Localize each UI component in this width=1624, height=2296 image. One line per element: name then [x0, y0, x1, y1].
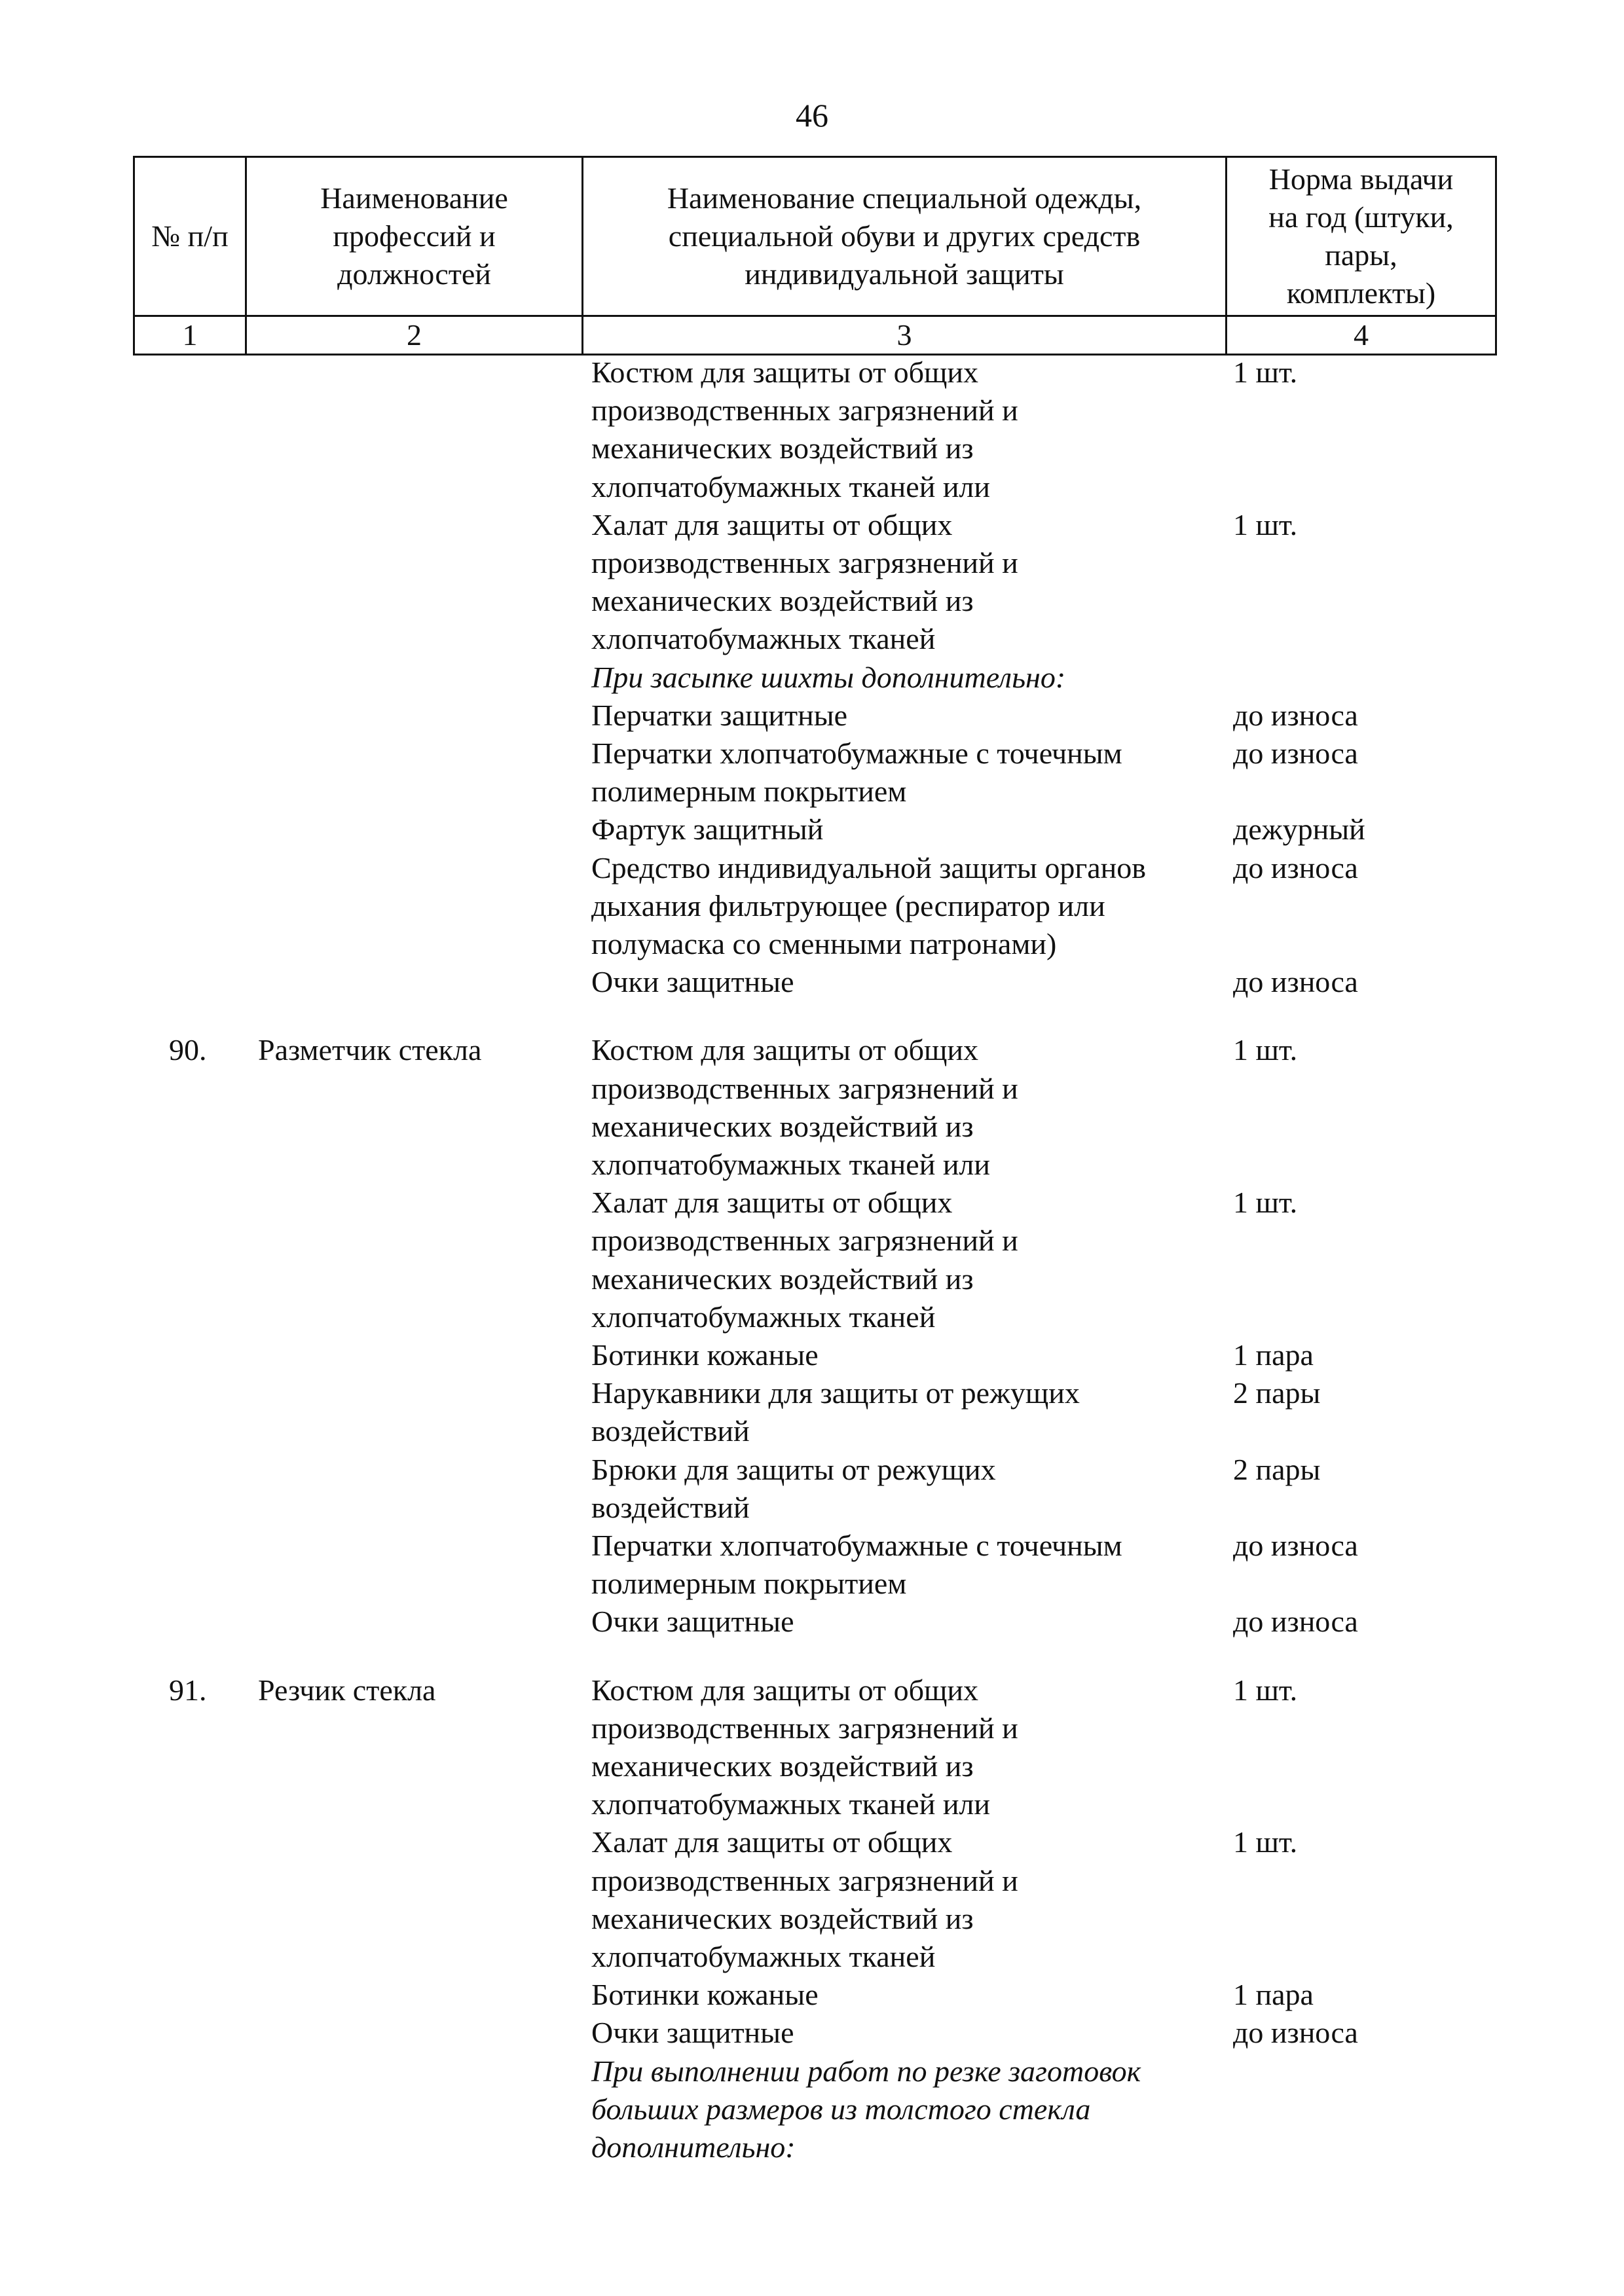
item-text: хлопчатобумажных тканей или: [591, 1787, 991, 1821]
row-number: 91.: [169, 1673, 207, 1707]
item-text: Перчатки хлопчатобумажные с точечным: [591, 737, 1122, 770]
header-col2-line: должностей: [337, 257, 491, 291]
item-text: хлопчатобумажных тканей: [591, 1300, 936, 1334]
item-text: механических воздействий из: [591, 431, 974, 465]
item-text: производственных загрязнений и: [591, 1072, 1018, 1105]
item-text: производственных загрязнений и: [591, 1711, 1018, 1745]
header-col3: [583, 157, 1227, 316]
column-number: 2: [246, 316, 583, 355]
item-text: производственных загрязнений и: [591, 1224, 1018, 1257]
profession-name: Резчик стекла: [258, 1673, 436, 1707]
header-col2-line: Наименование: [320, 181, 508, 215]
item-text: механических воздействий из: [591, 1749, 974, 1783]
issue-norm: до износа: [1233, 737, 1358, 770]
column-number: 1: [134, 316, 246, 355]
issue-norm: до износа: [1233, 1605, 1358, 1638]
column-number: 3: [583, 316, 1227, 355]
header-col1: № п/п: [134, 157, 246, 316]
header-col3-line: индивидуальной защиты: [745, 257, 1064, 291]
item-text: механических воздействий из: [591, 1110, 974, 1143]
item-text: Халат для защиты от общих: [591, 1825, 953, 1859]
issue-norm: 1 шт.: [1233, 1033, 1298, 1066]
item-text: хлопчатобумажных тканей: [591, 622, 936, 655]
header-col2-line: профессий и: [333, 219, 496, 253]
item-text: Очки защитные: [591, 2016, 794, 2049]
item-text: Очки защитные: [591, 1605, 794, 1638]
issue-norm: 1 пара: [1233, 1338, 1314, 1372]
item-text: Средство индивидуальной защиты органов: [591, 851, 1146, 884]
item-text: Халат для защиты от общих: [591, 1186, 953, 1219]
item-text: Костюм для защиты от общих: [591, 1033, 979, 1066]
item-text: Брюки для защиты от режущих: [591, 1453, 996, 1486]
header-col4: [1227, 157, 1496, 316]
item-text: хлопчатобумажных тканей или: [591, 470, 991, 503]
item-text: Халат для защиты от общих: [591, 508, 953, 541]
item-text: Ботинки кожаные: [591, 1978, 819, 2011]
profession-name: Разметчик стекла: [258, 1033, 482, 1066]
column-number: 4: [1227, 316, 1496, 355]
issue-norm: до износа: [1233, 965, 1358, 998]
item-text: механических воздействий из: [591, 1902, 974, 1935]
header-col4-line: Норма выдачи: [1268, 162, 1454, 196]
item-text: полимерным покрытием: [591, 774, 907, 808]
item-text: Костюм для защиты от общих: [591, 1673, 979, 1707]
issue-norm: до износа: [1233, 851, 1358, 884]
issue-norm: 1 шт.: [1233, 1186, 1298, 1219]
table-header: [133, 156, 1497, 355]
item-text: механических воздействий из: [591, 1262, 974, 1296]
item-text: воздействий: [591, 1491, 750, 1524]
issue-norm: до износа: [1233, 1529, 1358, 1562]
issue-norm: 1 шт.: [1233, 1825, 1298, 1859]
issue-norm: до износа: [1233, 2016, 1358, 2049]
item-text: полимерным покрытием: [591, 1567, 907, 1600]
item-text: Перчатки защитные: [591, 699, 848, 732]
header-col3-line: специальной обуви и других средств: [668, 219, 1141, 253]
item-text: больших размеров из толстого стекла: [591, 2092, 1091, 2126]
item-text: Костюм для защиты от общих: [591, 355, 979, 389]
item-text: Фартук защитный: [591, 812, 824, 846]
item-text: хлопчатобумажных тканей или: [591, 1148, 991, 1181]
item-text: производственных загрязнений и: [591, 1864, 1018, 1897]
item-text: механических воздействий из: [591, 584, 974, 617]
issue-norm: до износа: [1233, 699, 1358, 732]
issue-norm: 1 шт.: [1233, 508, 1298, 541]
issue-norm: 1 пара: [1233, 1978, 1314, 2011]
item-text: При засыпке шихты дополнительно:: [591, 661, 1066, 694]
item-text: полумаска со сменными патронами): [591, 927, 1057, 960]
issue-norm: 1 шт.: [1233, 355, 1298, 389]
item-text: При выполнении работ по резке заготовок: [591, 2054, 1141, 2088]
item-text: производственных загрязнений и: [591, 546, 1018, 579]
header-col4-line: пары,: [1325, 238, 1397, 272]
issue-norm: 2 пары: [1233, 1376, 1321, 1410]
item-text: Ботинки кожаные: [591, 1338, 819, 1372]
header-col3-line: Наименование специальной одежды,: [667, 181, 1142, 215]
header-col2: [246, 157, 583, 316]
page-number: 46: [796, 97, 828, 134]
header-col4-line: на год (штуки,: [1268, 200, 1454, 234]
item-text: воздействий: [591, 1414, 750, 1448]
issue-norm: 1 шт.: [1233, 1673, 1298, 1707]
header-col4-line: комплекты): [1286, 276, 1436, 310]
row-number: 90.: [169, 1033, 207, 1066]
item-text: производственных загрязнений и: [591, 393, 1018, 427]
item-text: дополнительно:: [591, 2130, 796, 2164]
item-text: дыхания фильтрующее (респиратор или: [591, 889, 1105, 922]
item-text: Очки защитные: [591, 965, 794, 998]
item-text: хлопчатобумажных тканей: [591, 1940, 936, 1973]
item-text: Нарукавники для защиты от режущих: [591, 1376, 1080, 1410]
item-text: Перчатки хлопчатобумажные с точечным: [591, 1529, 1122, 1562]
issue-norm: дежурный: [1233, 812, 1365, 846]
issue-norm: 2 пары: [1233, 1453, 1321, 1486]
